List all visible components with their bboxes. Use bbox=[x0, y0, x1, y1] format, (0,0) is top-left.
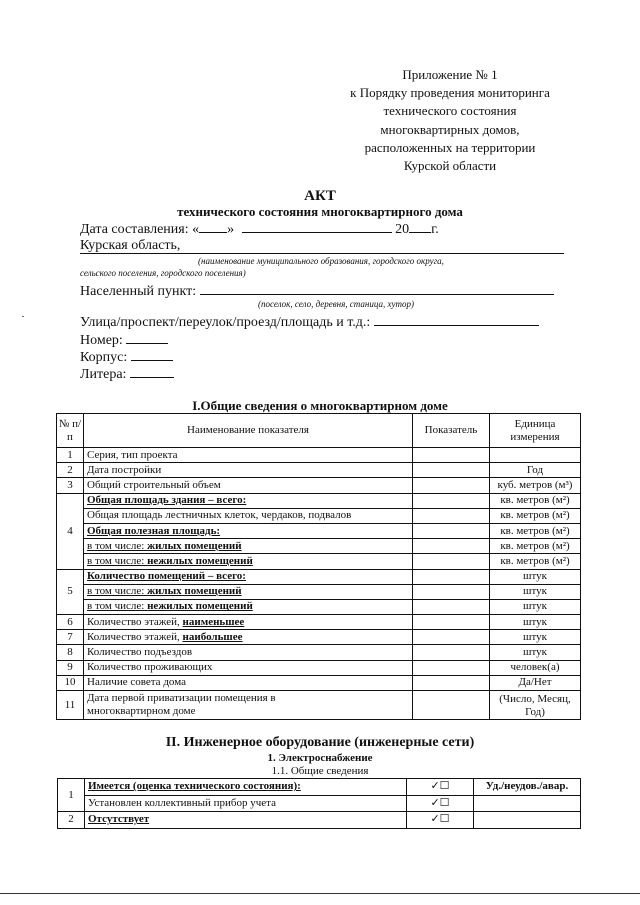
section1-title: I.Общие сведения о многоквартирном доме bbox=[192, 398, 448, 413]
row-value-field[interactable] bbox=[413, 448, 490, 463]
row-unit: кв. метров (м²) bbox=[490, 508, 581, 523]
row-name: Общая полезная площадь: bbox=[84, 523, 413, 538]
date-label: Дата составления: « bbox=[80, 222, 200, 237]
region-text: Курская область, bbox=[80, 238, 181, 253]
row-prefix: Количество этажей, bbox=[87, 615, 183, 628]
row-name-cell bbox=[84, 599, 413, 614]
row-name-cell bbox=[84, 691, 413, 720]
row-name: наименьшее bbox=[182, 615, 245, 628]
row-prefix: Количество этажей, bbox=[87, 630, 183, 643]
building-label: Корпус: bbox=[80, 350, 128, 365]
region-note-1: (наименование муниципального образования, городского округа, bbox=[198, 256, 444, 266]
row-name-cell bbox=[84, 615, 413, 630]
row-num: 1 bbox=[57, 448, 84, 463]
row-name-cell bbox=[84, 584, 413, 599]
row-name: жилых помещений bbox=[147, 539, 242, 552]
table-row bbox=[57, 675, 581, 690]
row-name: жилых помещений bbox=[147, 585, 242, 598]
row-prefix: в том числе: bbox=[87, 539, 148, 552]
region-field[interactable] bbox=[80, 238, 564, 254]
region-note-2: сельского поселения, городского поселения) bbox=[80, 268, 246, 278]
row-num: 2 bbox=[58, 812, 85, 829]
row-prefix: в том числе: bbox=[87, 554, 148, 567]
row-value-field[interactable] bbox=[413, 630, 490, 645]
row-value-field[interactable] bbox=[413, 523, 490, 538]
row-name: нежилых помещений bbox=[147, 554, 253, 567]
row-value-field[interactable] bbox=[413, 675, 490, 690]
general-info-table bbox=[56, 413, 581, 720]
locality-label: Населенный пункт: bbox=[80, 284, 197, 299]
row-value-field[interactable] bbox=[413, 539, 490, 554]
row-num: 4 bbox=[57, 493, 84, 569]
table-row bbox=[57, 539, 581, 554]
row-prefix: в том числе: bbox=[87, 585, 148, 598]
act-subtitle: технического состояния многоквартирного дома bbox=[177, 204, 463, 219]
row-unit: Год bbox=[490, 463, 581, 478]
table-row bbox=[57, 599, 581, 614]
row-num: 11 bbox=[57, 691, 84, 720]
row-name: наибольшее bbox=[182, 630, 243, 643]
row-value-field[interactable] bbox=[413, 554, 490, 569]
appendix-line: Приложение № 1 bbox=[402, 67, 498, 82]
row-value-field[interactable] bbox=[413, 645, 490, 660]
row-num: 9 bbox=[57, 660, 84, 675]
date-mid: » bbox=[227, 222, 235, 237]
row-name: Серия, тип проекта bbox=[84, 448, 413, 463]
table-row bbox=[57, 508, 581, 523]
electricity-table bbox=[57, 778, 581, 829]
table-row bbox=[57, 691, 581, 720]
table-row bbox=[57, 615, 581, 630]
number-label: Номер: bbox=[80, 333, 123, 348]
header-num: № п/п bbox=[57, 414, 84, 448]
appendix-line: Курской области bbox=[403, 158, 497, 174]
row-name: Дата постройки bbox=[84, 463, 413, 478]
row-value-field[interactable] bbox=[413, 478, 490, 493]
status-field[interactable] bbox=[474, 795, 581, 812]
header-unit: Единица измерения bbox=[490, 414, 581, 448]
appendix-line: к Порядку проведения мониторинга bbox=[350, 85, 550, 101]
table-row bbox=[58, 779, 581, 796]
row-name-cell bbox=[84, 630, 413, 645]
row-num: 6 bbox=[57, 615, 84, 630]
table-row bbox=[57, 630, 581, 645]
row-num: 5 bbox=[57, 569, 84, 615]
row-name: Количество помещений – всего: bbox=[84, 569, 413, 584]
page-bottom-rule bbox=[0, 893, 640, 894]
table-row bbox=[57, 463, 581, 478]
status-field[interactable]: Уд./неудов./авар. bbox=[474, 779, 581, 796]
row-value-field[interactable] bbox=[413, 569, 490, 584]
appendix-header bbox=[300, 66, 600, 175]
row-name-line: многоквартирном доме bbox=[87, 705, 196, 717]
check-box[interactable]: ✓☐ bbox=[407, 795, 474, 812]
appendix-line: расположенных на территории bbox=[364, 139, 536, 155]
date-day-field[interactable] bbox=[199, 219, 227, 233]
street-field[interactable] bbox=[374, 312, 539, 326]
row-name: Количество подъездов bbox=[84, 645, 413, 660]
row-name: Общая площадь здания – всего: bbox=[84, 493, 413, 508]
table-row bbox=[57, 523, 581, 538]
date-year-prefix: 20 bbox=[395, 222, 410, 237]
check-box[interactable]: ✓☐ bbox=[407, 779, 474, 796]
row-value-field[interactable] bbox=[413, 493, 490, 508]
appendix-line: многоквартирных домов, bbox=[380, 121, 520, 137]
row-unit bbox=[490, 448, 581, 463]
date-year-suffix: г. bbox=[431, 222, 439, 237]
row-unit: штук bbox=[490, 569, 581, 584]
row-unit: кв. метров (м²) bbox=[490, 523, 581, 538]
row-unit: Да/Нет bbox=[490, 675, 581, 690]
row-name: Общий строительный объем bbox=[84, 478, 413, 493]
row-prefix: в том числе: bbox=[87, 600, 148, 613]
table-header-row bbox=[57, 414, 581, 448]
table-row bbox=[57, 493, 581, 508]
row-name-cell bbox=[84, 539, 413, 554]
row-num: 10 bbox=[57, 675, 84, 690]
table-row bbox=[58, 812, 581, 829]
table-row bbox=[57, 660, 581, 675]
letter-label: Литера: bbox=[80, 367, 127, 382]
section2-subtitle: 1. Электроснабжение bbox=[267, 752, 373, 764]
row-unit: куб. метров (м³) bbox=[490, 478, 581, 493]
act-title: АКТ bbox=[304, 188, 336, 204]
row-value-field[interactable] bbox=[413, 615, 490, 630]
check-box[interactable]: ✓☐ bbox=[407, 812, 474, 829]
row-num: 3 bbox=[57, 478, 84, 493]
status-field[interactable] bbox=[474, 812, 581, 829]
section2-title: II. Инженерное оборудование (инженерные сети) bbox=[165, 735, 475, 750]
street-label: Улица/проспект/переулок/проезд/площадь и т.д.: bbox=[80, 315, 371, 330]
building-field[interactable] bbox=[131, 347, 173, 361]
table-row bbox=[57, 554, 581, 569]
row-value-field[interactable] bbox=[413, 584, 490, 599]
letter-field[interactable] bbox=[130, 364, 174, 378]
row-value-field[interactable] bbox=[413, 660, 490, 675]
date-month-field[interactable] bbox=[242, 219, 392, 233]
row-unit: кв. метров (м²) bbox=[490, 554, 581, 569]
section2-subsubtitle: 1.1. Общие сведения bbox=[271, 765, 369, 777]
table-row bbox=[57, 478, 581, 493]
scan-speck bbox=[22, 316, 24, 317]
row-name: Количество проживающих bbox=[84, 660, 413, 675]
row-unit: штук bbox=[490, 615, 581, 630]
header-value: Показатель bbox=[413, 414, 490, 448]
street-line bbox=[80, 312, 539, 331]
number-field[interactable] bbox=[126, 330, 168, 344]
date-line bbox=[80, 219, 439, 238]
letter-line bbox=[80, 364, 174, 383]
table-row bbox=[57, 448, 581, 463]
locality-note: (поселок, село, деревня, станица, хутор) bbox=[258, 299, 414, 309]
row-num: 8 bbox=[57, 645, 84, 660]
row-name-cell bbox=[84, 554, 413, 569]
locality-line bbox=[80, 281, 554, 300]
row-unit: человек(а) bbox=[490, 660, 581, 675]
row-value-field[interactable] bbox=[413, 463, 490, 478]
row-unit: штук bbox=[490, 599, 581, 614]
table-row bbox=[57, 645, 581, 660]
row-unit: (Число, Месяц, Год) bbox=[490, 691, 581, 720]
row-value-field[interactable] bbox=[413, 599, 490, 614]
row-name: Отсутствует bbox=[85, 812, 407, 829]
header-name: Наименование показателя bbox=[84, 414, 413, 448]
row-name: Имеется (оценка технического состояния): bbox=[85, 779, 407, 796]
row-unit: кв. метров (м²) bbox=[490, 493, 581, 508]
locality-field[interactable] bbox=[200, 281, 554, 295]
row-name: нежилых помещений bbox=[147, 600, 253, 613]
table-row bbox=[57, 584, 581, 599]
row-name: Установлен коллективный прибор учета bbox=[85, 795, 407, 812]
date-year-field[interactable] bbox=[409, 219, 431, 233]
row-name: Наличие совета дома bbox=[84, 675, 413, 690]
row-num: 1 bbox=[58, 779, 85, 812]
row-value-field[interactable] bbox=[413, 508, 490, 523]
row-unit: штук bbox=[490, 584, 581, 599]
row-name-line: Дата первой приватизации помещения в bbox=[87, 692, 276, 704]
row-num: 2 bbox=[57, 463, 84, 478]
row-unit: штук bbox=[490, 630, 581, 645]
appendix-line: технического состояния bbox=[383, 103, 517, 119]
table-row bbox=[58, 795, 581, 812]
row-unit: штук bbox=[490, 645, 581, 660]
row-name: Общая площадь лестничных клеток, чердаков, подвалов bbox=[84, 508, 413, 523]
row-unit: кв. метров (м²) bbox=[490, 539, 581, 554]
row-value-field[interactable] bbox=[413, 691, 490, 720]
table-row bbox=[57, 569, 581, 584]
row-num: 7 bbox=[57, 630, 84, 645]
